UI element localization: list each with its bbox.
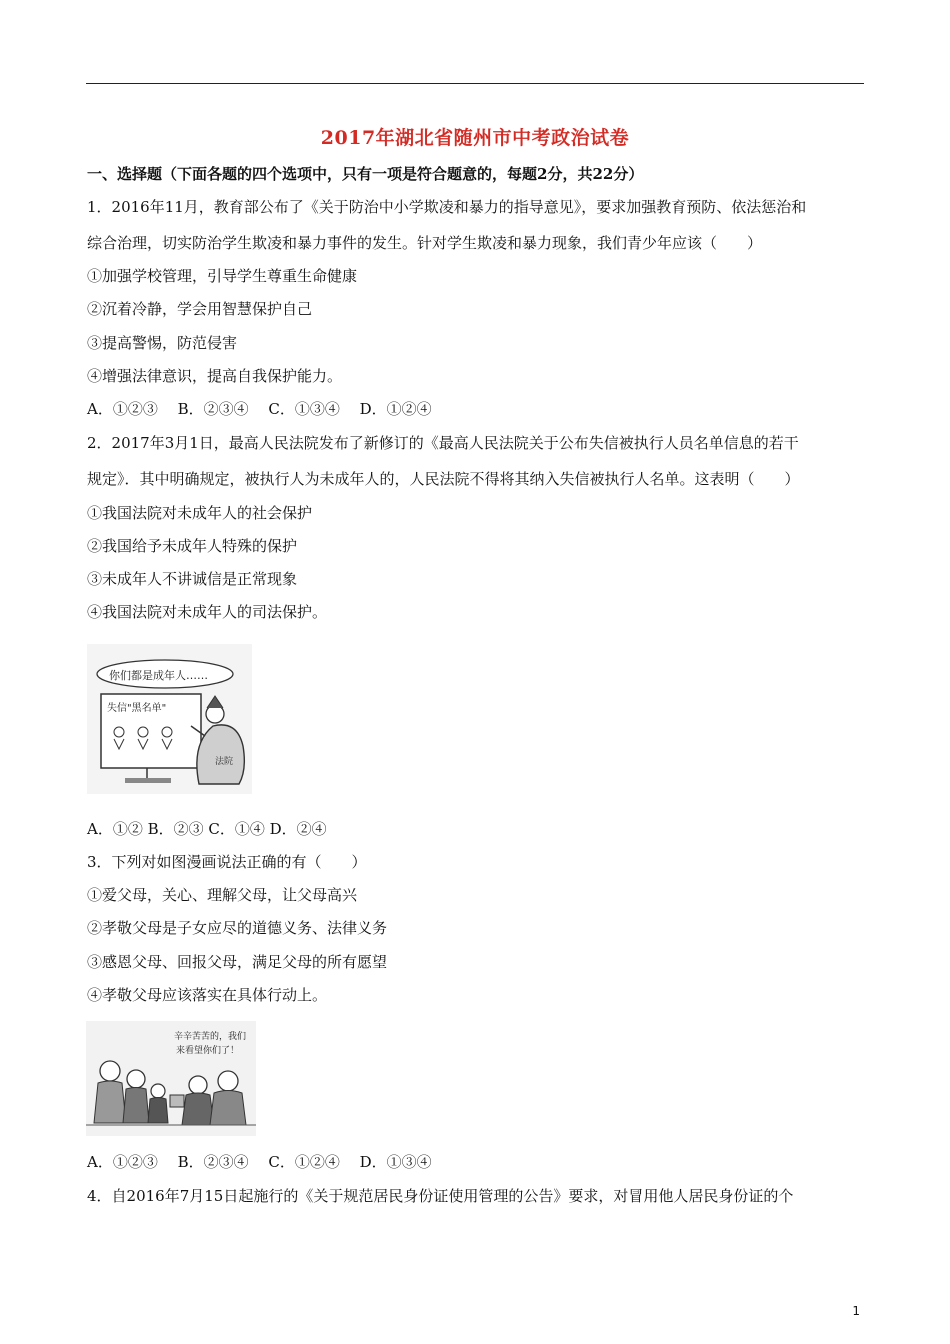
q1-item-4: ④增强法律意识，提高自我保护能力。 bbox=[87, 367, 343, 385]
q1-options: A．①②③ B．②③④ C．①③④ D．①②④ bbox=[87, 400, 432, 418]
family-caption-1: 辛辛苦苦的，我们 bbox=[174, 1032, 247, 1042]
q2-stem-line1: 2．2017年3月1日，最高人民法院发布了新修订的《最高人民法院关于公布失信被执行人员名单信息的若干 bbox=[87, 434, 799, 452]
q3-stem: 3．下列对如图漫画说法正确的有（ ） bbox=[87, 853, 367, 871]
q1-item-1: ①加强学校管理，引导学生尊重生命健康 bbox=[87, 267, 358, 285]
q2-item-3: ③未成年人不讲诚信是正常现象 bbox=[87, 570, 298, 588]
header-rule bbox=[86, 83, 864, 84]
q1-item-2: ②沉着冷静，学会用智慧保护自己 bbox=[87, 300, 313, 318]
q4-stem-line1: 4．自2016年7月15日起施行的《关于规范居民身份证使用管理的公告》要求，对冒用他人居民身份证的个 bbox=[87, 1187, 794, 1205]
q1-item-3: ③提高警惕，防范侵害 bbox=[87, 334, 238, 352]
q1-stem-line2: 综合治理，切实防治学生欺凌和暴力事件的发生。针对学生欺凌和暴力现象，我们青少年应该（ ） bbox=[87, 234, 763, 252]
court-cartoon-image bbox=[87, 644, 252, 794]
q3-item-4: ④孝敬父母应该落实在具体行动上。 bbox=[87, 986, 328, 1004]
q1-stem-line1: 1．2016年11月，教育部公布了《关于防治中小学欺凌和暴力的指导意见》，要求加强教育预防、依法惩治和 bbox=[87, 198, 807, 216]
page-number: 1 bbox=[852, 1304, 860, 1318]
blacklist-board: 失信"黑名单" bbox=[107, 703, 167, 714]
court-speech: 你们都是成年人…… bbox=[109, 669, 208, 682]
q2-options: A．①② B．②③ C．①④ D．②④ bbox=[87, 820, 327, 838]
exam-title: 2017年湖北省随州市中考政治试卷 bbox=[320, 127, 630, 149]
q3-options: A．①②③ B．②③④ C．①②④ D．①③④ bbox=[87, 1153, 432, 1171]
q2-item-2: ②我国给予未成年人特殊的保护 bbox=[87, 537, 298, 555]
q2-stem-line2: 规定》．其中明确规定，被执行人为未成年人的，人民法院不得将其纳入失信被执行人名单。这表明（ ） bbox=[87, 470, 800, 488]
q3-item-3: ③感恩父母、回报父母，满足父母的所有愿望 bbox=[87, 953, 388, 971]
court-badge: 法院 bbox=[215, 757, 234, 767]
family-cartoon-image bbox=[86, 1021, 256, 1136]
q2-item-4: ④我国法院对未成年人的司法保护。 bbox=[87, 603, 328, 621]
section-heading: 一、选择题（下面各题的四个选项中，只有一项是符合题意的，每题2分，共22分） bbox=[87, 165, 644, 183]
q3-item-2: ②孝敬父母是子女应尽的道德义务、法律义务 bbox=[87, 919, 388, 937]
q2-item-1: ①我国法院对未成年人的社会保护 bbox=[87, 504, 313, 522]
q3-item-1: ①爱父母，关心、理解父母，让父母高兴 bbox=[87, 886, 358, 904]
family-caption-2: 来看望你们了！ bbox=[176, 1046, 240, 1056]
